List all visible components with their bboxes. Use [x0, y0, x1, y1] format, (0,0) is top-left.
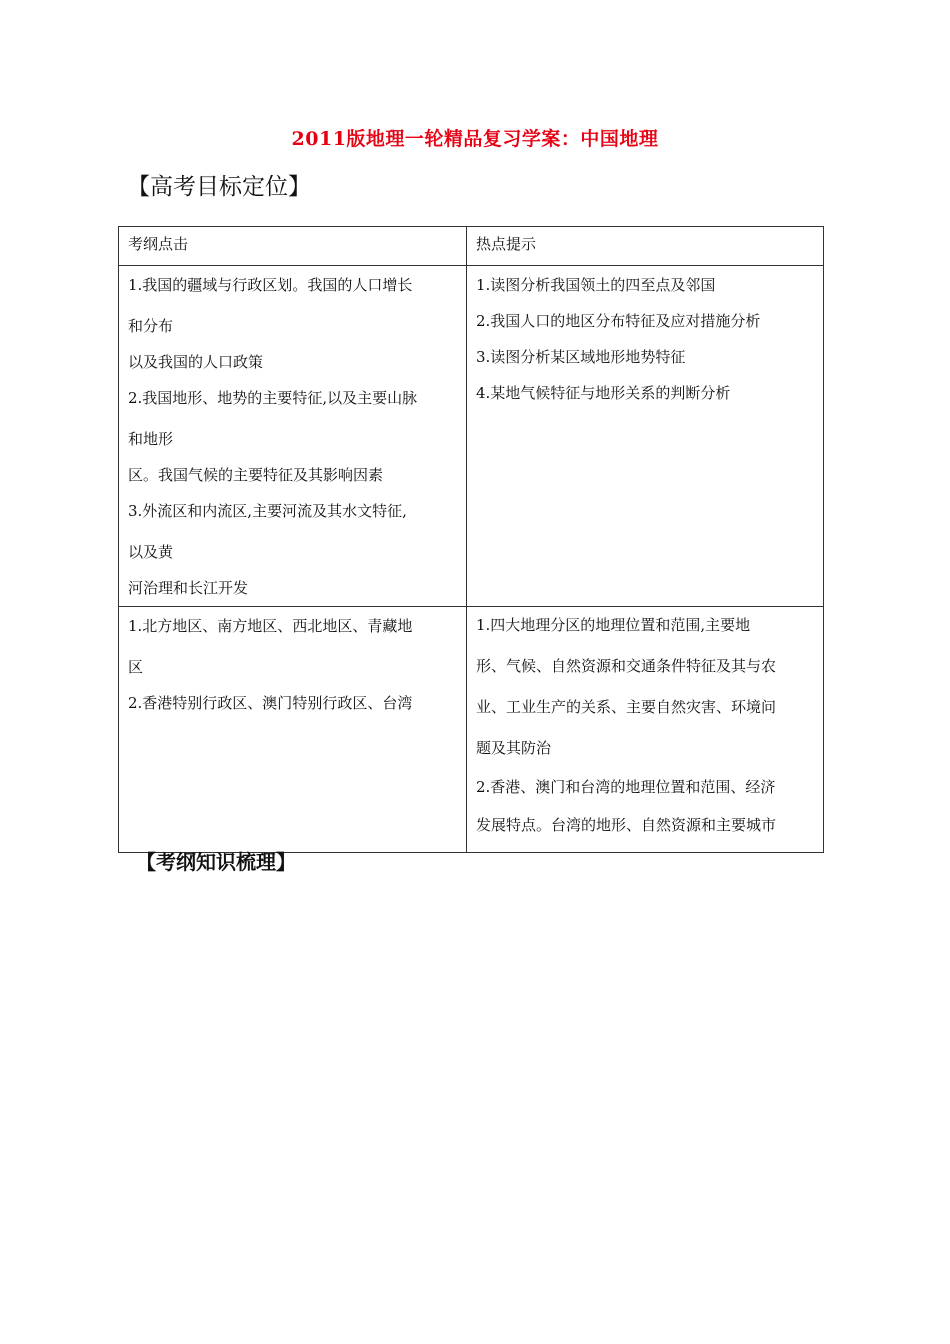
- header-hot-topics: 热点提示: [467, 227, 824, 266]
- syllabus-table: [118, 226, 824, 853]
- text-line: 区。我国气候的主要特征及其影响因素: [128, 466, 384, 484]
- table-header-row: [119, 227, 824, 266]
- hot-topics-cell: [467, 607, 824, 853]
- text-line: 3.外流区和内流区,主要河流及其水文特征,: [128, 502, 407, 520]
- text-line: 业、工业生产的关系、主要自然灾害、环境问: [476, 698, 777, 716]
- text-line: 1.四大地理分区的地理位置和范围,主要地: [476, 616, 751, 634]
- text-line: 题及其防治: [476, 739, 552, 757]
- section-heading-knowledge: 【考纲知识梳理】: [136, 850, 296, 874]
- syllabus-cell: [119, 266, 467, 607]
- page-title: 2011版地理一轮精品复习学案：中国地理: [291, 128, 659, 150]
- text-line: 2.我国地形、地势的主要特征,以及主要山脉: [128, 389, 418, 407]
- section-heading-target: 【高考目标定位】: [127, 174, 311, 200]
- header-syllabus-points: 考纲点击: [119, 227, 467, 266]
- syllabus-cell: [119, 607, 467, 853]
- text-line: 和地形: [128, 430, 174, 448]
- text-line: 以及黄: [128, 543, 174, 561]
- text-line: 形、气候、自然资源和交通条件特征及其与农: [476, 657, 777, 675]
- text-line: 2.香港、澳门和台湾的地理位置和范围、经济: [476, 778, 776, 796]
- table-row: [119, 607, 824, 853]
- text-line: 河治理和长江开发: [128, 579, 249, 597]
- text-line: 1.我国的疆域与行政区划。我国的人口增长: [128, 276, 413, 294]
- text-line: 2.香港特别行政区、澳门特别行政区、台湾: [128, 694, 413, 712]
- text-line: 区: [128, 658, 144, 676]
- text-line: 和分布: [128, 317, 174, 335]
- text-line: 1.读图分析我国领土的四至点及邻国: [476, 276, 716, 294]
- text-line: 1.北方地区、南方地区、西北地区、青藏地: [128, 617, 413, 635]
- text-line: 3.读图分析某区域地形地势特征: [476, 348, 686, 366]
- text-line: 2.我国人口的地区分布特征及应对措施分析: [476, 312, 761, 330]
- text-line: 4.某地气候特征与地形关系的判断分析: [476, 384, 731, 402]
- text-line: 以及我国的人口政策: [128, 353, 264, 371]
- table-row: [119, 266, 824, 607]
- text-line: 发展特点。台湾的地形、自然资源和主要城市: [476, 816, 777, 834]
- hot-topics-cell: [467, 266, 824, 607]
